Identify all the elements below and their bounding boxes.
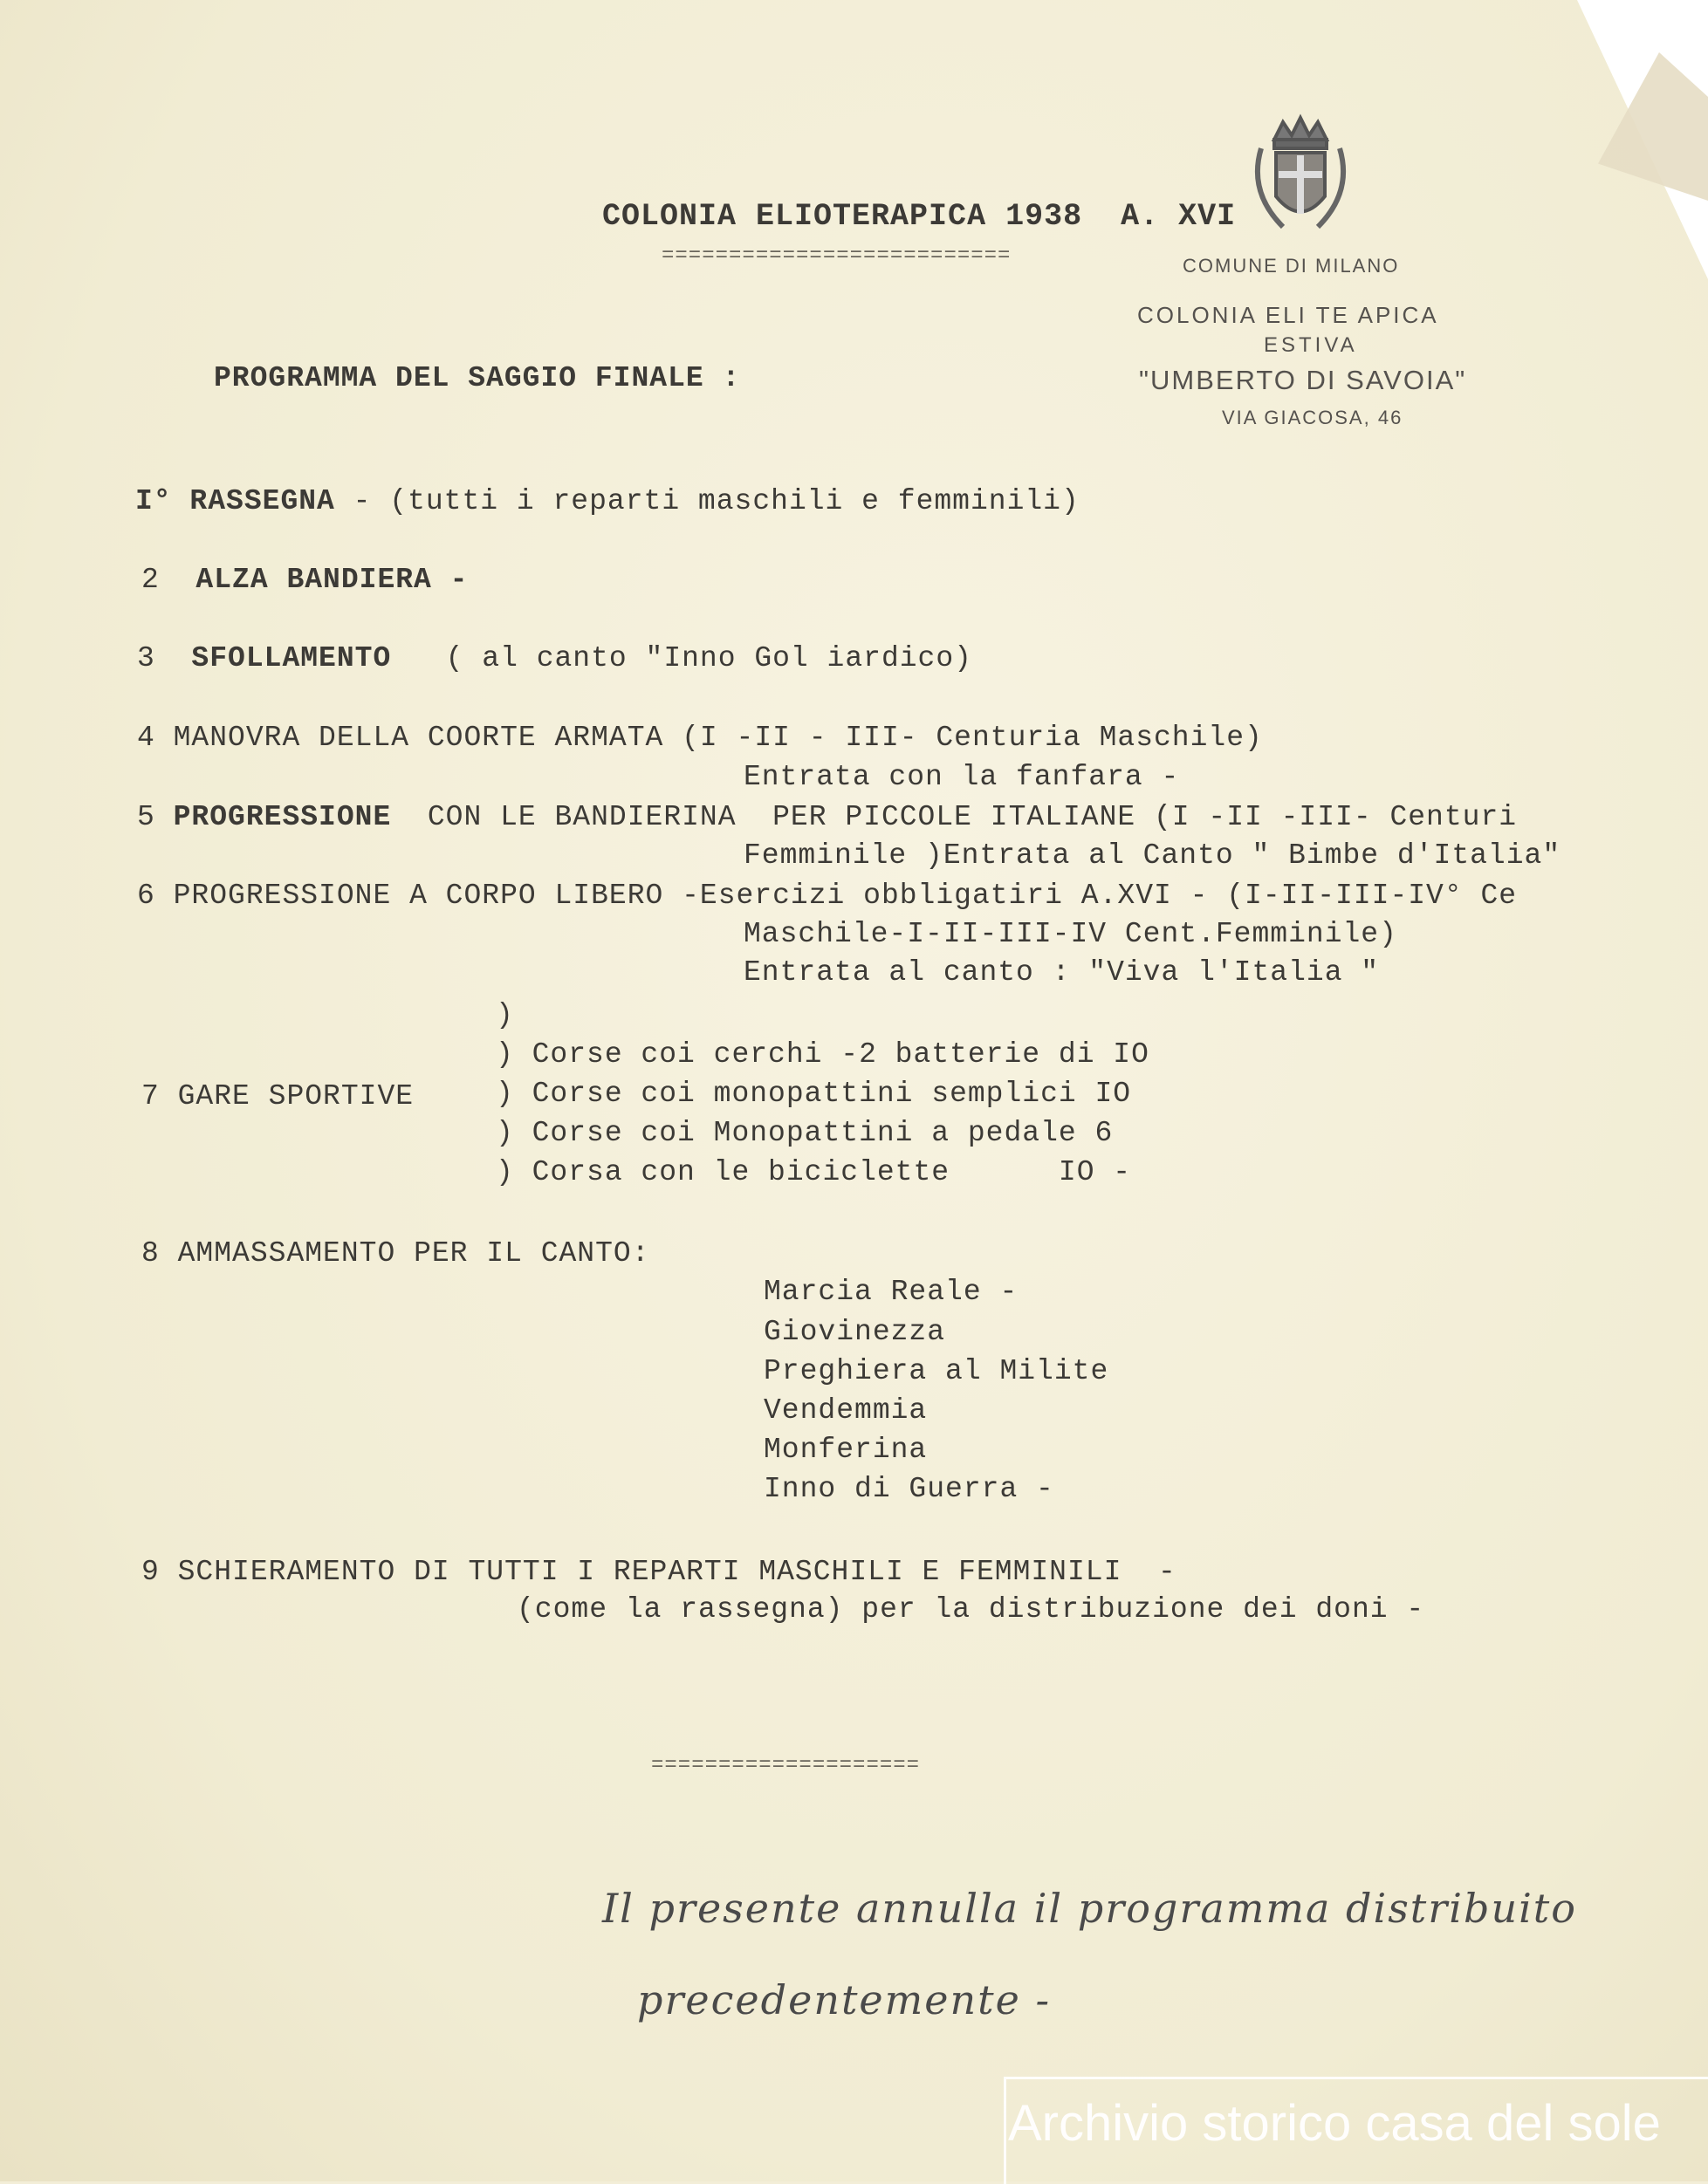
- race-line: ) Corse coi cerchi -2 batterie di IO: [496, 1038, 1149, 1071]
- coat-of-arms-icon: [1248, 113, 1353, 244]
- song-line: Giovinezza: [764, 1316, 946, 1348]
- item-continuation: Maschile-I-II-III-IV Cent.Femminile): [744, 918, 1397, 950]
- list-item: [141, 1237, 650, 1270]
- item-number: 3: [137, 642, 155, 674]
- item-head: MANOVRA DELLA COORTE ARMATA: [173, 722, 664, 754]
- watermark: Archivio storico casa del sole: [1008, 2095, 1661, 2152]
- item-rest: - (tutti i reparti maschili e femminili): [334, 485, 1080, 517]
- item-number: 6: [137, 880, 155, 912]
- list-item: [137, 801, 1517, 833]
- song-line: Monferina: [764, 1434, 928, 1466]
- handwritten-note-line-2: precedentemente -: [637, 1976, 1051, 2023]
- song-line: Preghiera al Milite: [764, 1355, 1109, 1387]
- race-line: ) Corse coi Monopattini a pedale 6: [496, 1117, 1114, 1149]
- item-number: 9: [141, 1556, 160, 1588]
- song-line: Marcia Reale -: [764, 1276, 1019, 1308]
- item-head: GARE SPORTIVE: [177, 1080, 415, 1113]
- handwritten-note-line-1: Il presente annulla il programma distribuito: [602, 1885, 1577, 1932]
- list-item: [135, 485, 1080, 517]
- item-number: 7: [141, 1080, 160, 1113]
- list-item: [141, 564, 468, 596]
- item-rest: CON LE BANDIERINA PER PICCOLE ITALIANE (I -II -III- Centuri: [391, 801, 1518, 833]
- song-line: Inno di Guerra -: [764, 1473, 1054, 1505]
- bottom-rule: ====================: [651, 1754, 921, 1777]
- list-item: [137, 722, 1263, 754]
- item-number: 4: [137, 722, 155, 754]
- item-number: I°: [135, 485, 172, 517]
- list-item: [141, 1080, 414, 1113]
- list-item: [137, 642, 972, 674]
- title-underline: ==========================: [662, 244, 1012, 268]
- item-rest: ( al canto "Inno Gol iardico): [391, 642, 972, 674]
- item-number: 2: [141, 564, 160, 596]
- stamp-line-1: COMUNE DI MILANO: [1183, 255, 1400, 277]
- document-title: COLONIA ELIOTERAPICA 1938 A. XVI: [602, 199, 1237, 234]
- song-line: Vendemmia: [764, 1394, 928, 1427]
- item-head: ALZA BANDIERA -: [195, 564, 469, 596]
- item-continuation: Entrata con la fanfara -: [744, 761, 1180, 793]
- item-head: SCHIERAMENTO DI TUTTI I REPARTI MASCHILI E FEMMINILI: [177, 1556, 1122, 1588]
- stamp-line-5: VIA GIACOSA, 46: [1222, 407, 1403, 428]
- item-continuation: (come la rassegna) per la distribuzione dei doni -: [517, 1593, 1425, 1626]
- list-item: [137, 880, 1517, 912]
- stamp-line-4: "UMBERTO DI SAVOIA": [1139, 365, 1467, 395]
- program-subtitle: PROGRAMMA DEL SAGGIO FINALE :: [214, 362, 741, 394]
- race-line: ) Corsa con le biciclette IO -: [496, 1156, 1132, 1188]
- race-line: ): [496, 999, 514, 1031]
- item-number: 8: [141, 1237, 160, 1270]
- stamp-line-2: COLONIA ELI TE APICA: [1137, 302, 1439, 328]
- item-rest: (I -II - III- Centuria Maschile): [663, 722, 1263, 754]
- item-rest: -: [1122, 1556, 1176, 1588]
- item-continuation: Entrata al canto : "Viva l'Italia ": [744, 956, 1380, 989]
- item-rest: -Esercizi obbligatiri A.XVI - (I-II-III-IV° Ce: [663, 880, 1518, 912]
- item-head: RASSEGNA: [189, 485, 335, 517]
- item-number: 5: [137, 801, 155, 833]
- item-head: PROGRESSIONE A CORPO LIBERO: [173, 880, 664, 912]
- race-line: ) Corse coi monopattini semplici IO: [496, 1078, 1132, 1110]
- list-item: [141, 1556, 1176, 1588]
- item-continuation: Femminile )Entrata al Canto " Bimbe d'Italia": [744, 839, 1561, 872]
- item-head: PROGRESSIONE: [173, 801, 392, 833]
- stamp-line-3: ESTIVA: [1264, 333, 1358, 357]
- item-head: AMMASSAMENTO PER IL CANTO:: [177, 1237, 650, 1270]
- item-head: SFOLLAMENTO: [191, 642, 392, 674]
